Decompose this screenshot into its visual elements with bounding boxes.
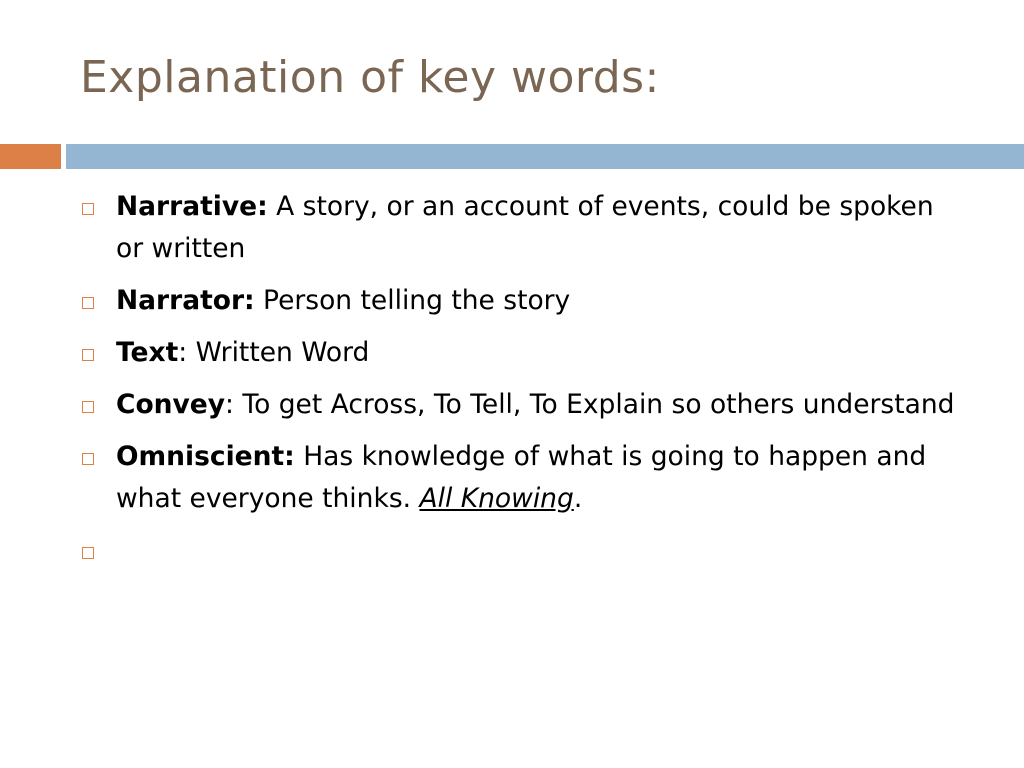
square-bullet-icon: [82, 297, 94, 309]
term-narrator: Narrator:: [116, 285, 255, 316]
square-bullet-icon: [82, 547, 94, 559]
definition-omniscient: Has knowledge of what is going to happen and what everyone thinks.: [116, 441, 927, 514]
key-words-list: [80, 186, 960, 582]
square-bullet-icon: [82, 203, 94, 215]
list-item-omniscient: [80, 436, 960, 520]
slide-title: Explanation of key words:: [80, 52, 660, 103]
term-omniscient: Omniscient:: [116, 441, 295, 472]
term-text: Text: [116, 337, 179, 368]
square-bullet-icon: [82, 401, 94, 413]
definition-narrator: Person telling the story: [254, 285, 571, 316]
term-narrative: Narrative:: [116, 191, 268, 222]
square-bullet-icon: [82, 453, 94, 465]
separator-text: :: [178, 337, 188, 368]
definition-convey: To get Across, To Tell, To Explain so others understand: [233, 389, 955, 420]
emphasis-all-knowing: All Knowing: [419, 483, 574, 514]
list-item-narrator: [80, 280, 960, 322]
list-item-narrative: [80, 186, 960, 270]
separator-convey: :: [225, 389, 234, 420]
list-item-text: [80, 332, 960, 374]
square-bullet-icon: [82, 349, 94, 361]
accent-bar-blue: [66, 144, 1024, 169]
list-item-empty: [80, 530, 960, 572]
accent-bar-orange: [0, 144, 61, 169]
list-item-convey: [80, 384, 960, 426]
trailing-period: .: [573, 483, 583, 514]
term-convey: Convey: [116, 389, 226, 420]
definition-narrative: A story, or an account of events, could be spoken or written: [116, 191, 934, 264]
definition-text: Written Word: [187, 337, 370, 368]
